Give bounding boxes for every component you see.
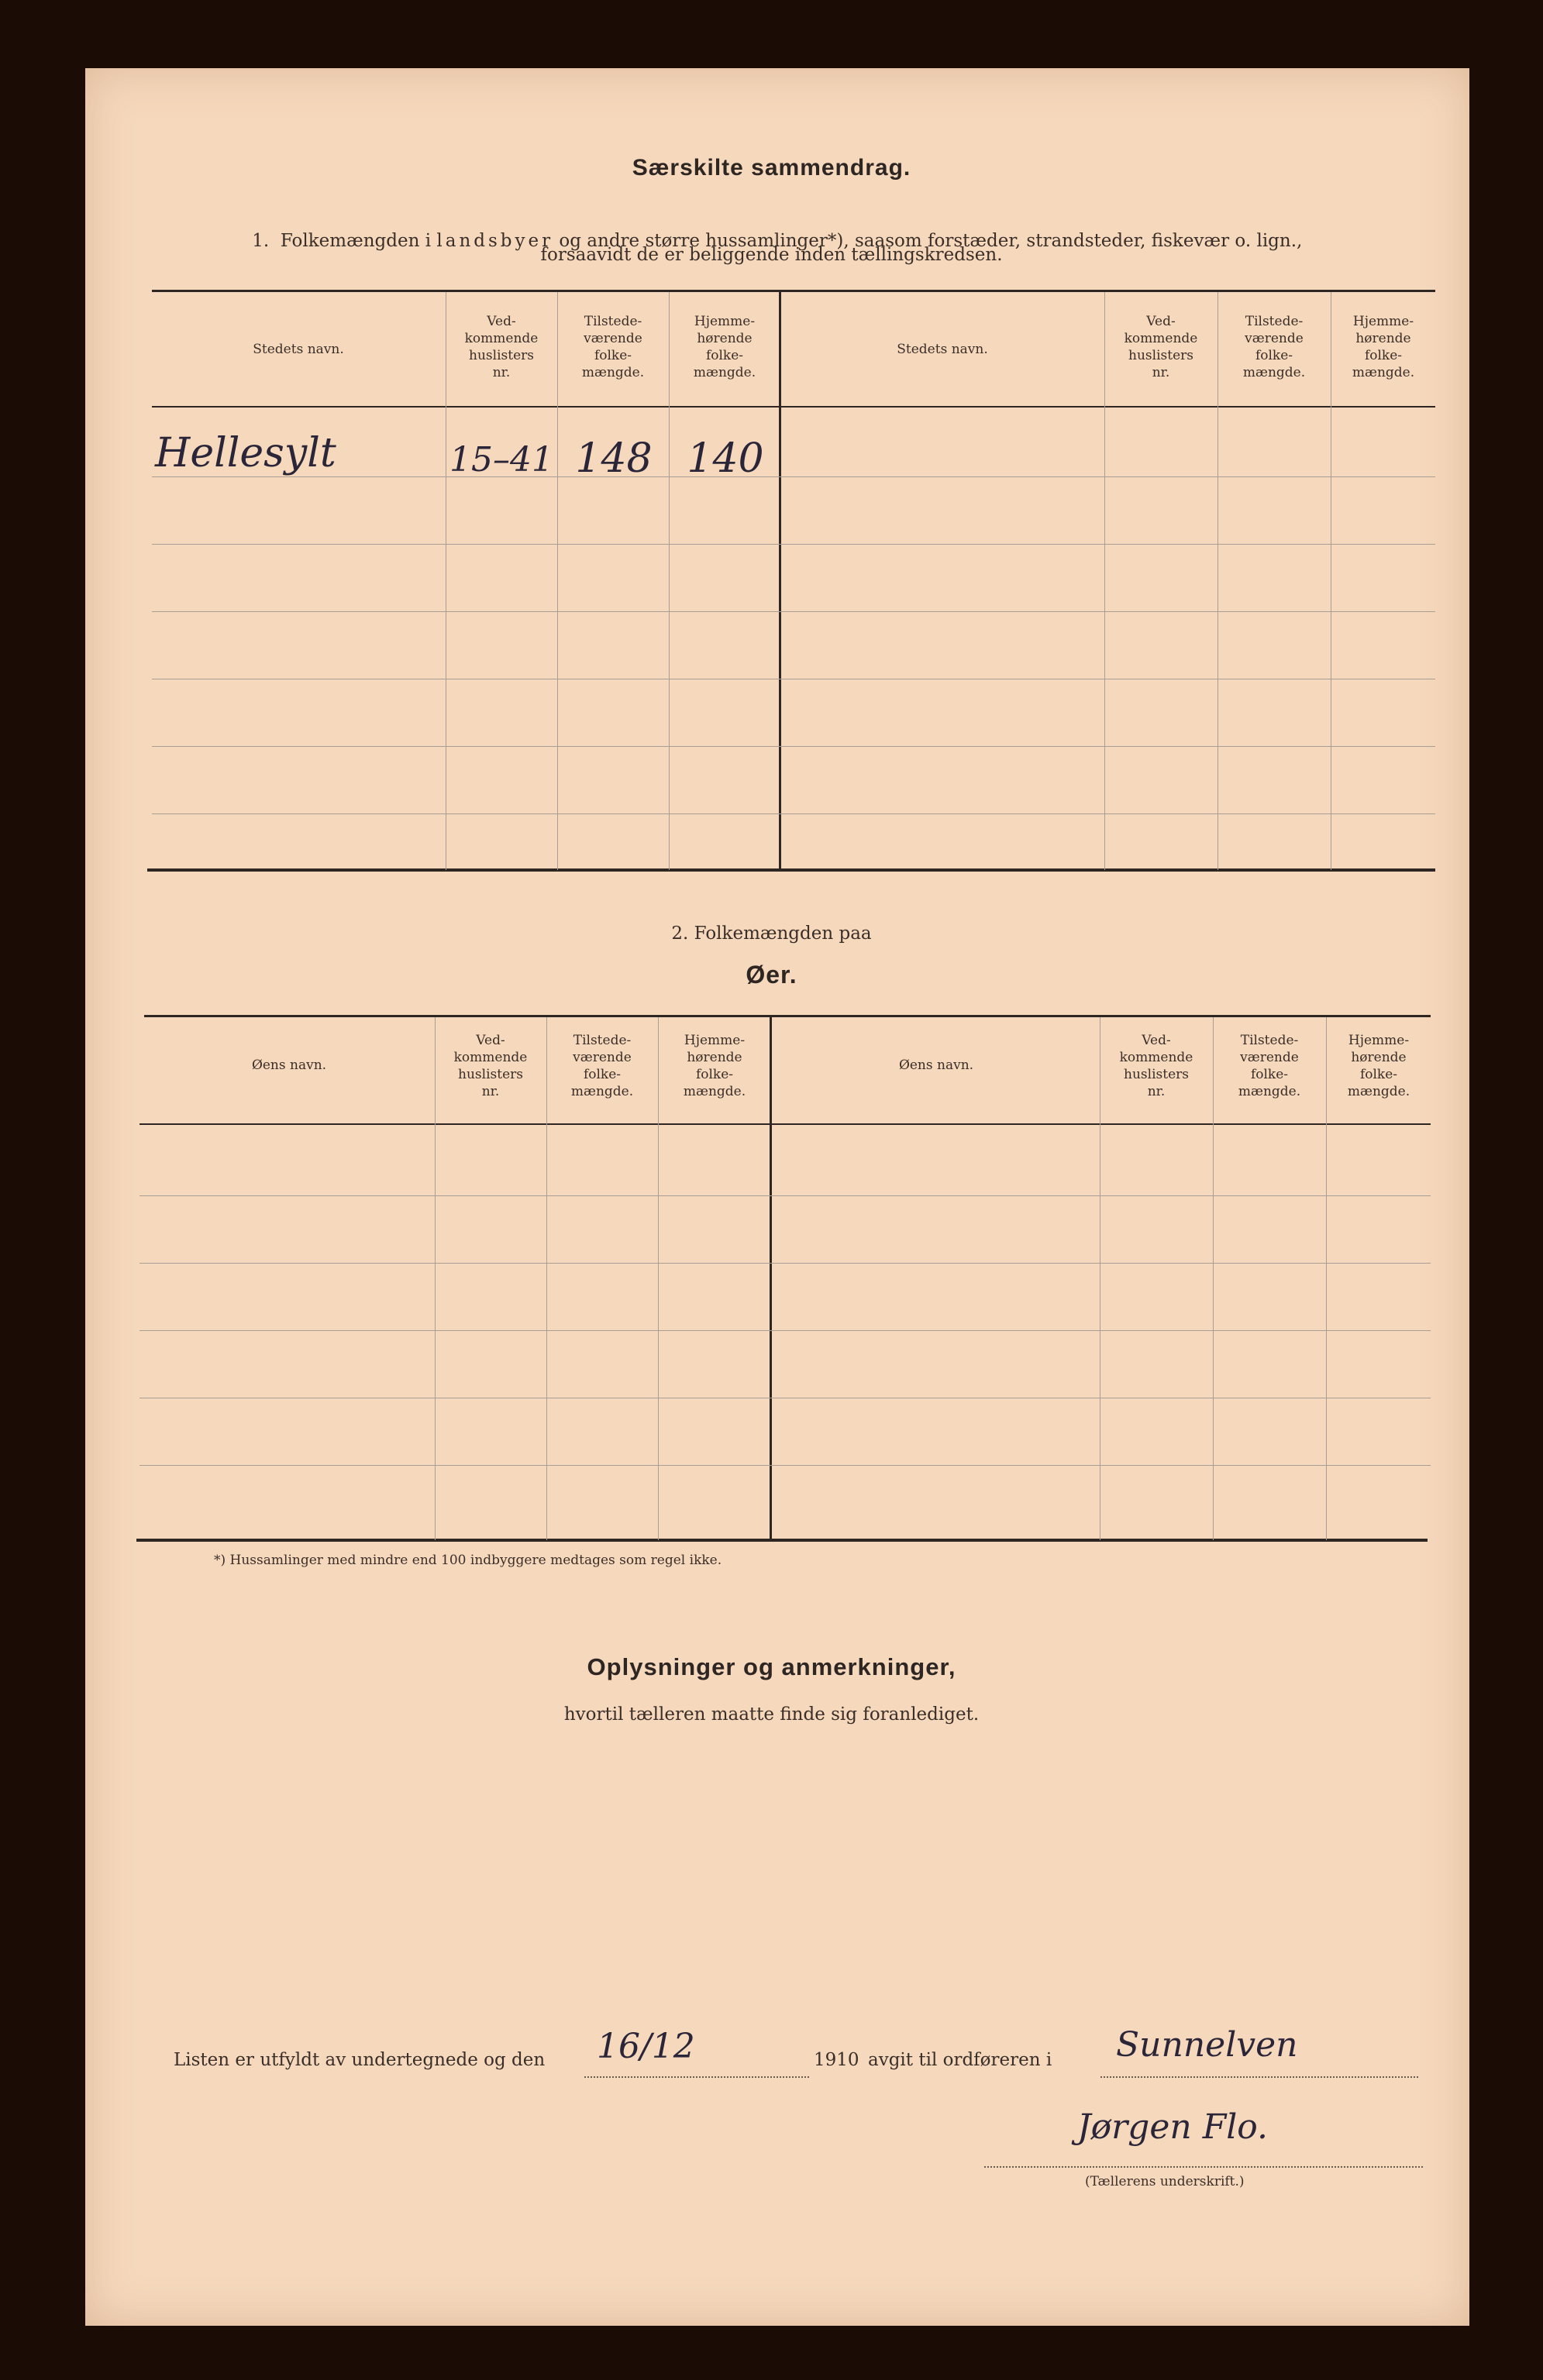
s2-header-oens-navn-right: Øens navn.: [898, 1058, 974, 1073]
signature-text-b: avgit til ordføreren i: [868, 2050, 1052, 2070]
s1-header-stedets-navn-left: Stedets navn.: [253, 342, 344, 357]
section1-intro-line2: forsaavidt de er beliggende inden tællingskredsen.: [540, 245, 1003, 265]
notes-title: Oplysninger og anmerkninger,: [587, 1653, 956, 1680]
s1-header-tilstede-left: Tilstede- værende folke- mængde.: [581, 314, 645, 380]
s2-header-hjemme-right: Hjemme- hørende folke- mængde.: [1347, 1033, 1410, 1099]
s1-header-huslister-right: Ved- kommende huslisters nr.: [1124, 314, 1198, 380]
signature-municipality: Sunnelven: [1116, 2025, 1298, 2065]
section1-title: Særskilte sammendrag.: [632, 155, 911, 181]
s2-header-tilstede-right: Tilstede- værende folke- mængde.: [1238, 1033, 1301, 1099]
row-hjemme: 140: [687, 435, 764, 482]
section2-subtitle: 2. Folkemængden paa: [671, 923, 872, 944]
s2-header-huslister-right: Ved- kommende huslisters nr.: [1119, 1033, 1193, 1099]
row-huslister-nr: 15–41: [449, 440, 553, 480]
s2-header-hjemme-left: Hjemme- hørende folke- mængde.: [683, 1033, 746, 1099]
s2-header-huslister-left: Ved- kommende huslisters nr.: [453, 1033, 528, 1099]
signature-text-a: Listen er utfyldt av undertegnede og den: [174, 2050, 546, 2070]
s1-header-tilstede-right: Tilstede- værende folke- mængde.: [1242, 314, 1306, 380]
notes-subtitle: hvortil tælleren maatte finde sig foranlediget.: [563, 1704, 980, 1725]
signature-date: 16/12: [597, 2027, 695, 2066]
row-place-name: Hellesylt: [155, 430, 336, 476]
s2-header-oens-navn-left: Øens navn.: [251, 1058, 327, 1073]
intro-part-c: og andre større hussamlinger*), saasom forstæder, strandsteder, fiskevær o. lign.,: [553, 231, 1303, 251]
s2-header-tilstede-left: Tilstede- værende folke- mængde.: [570, 1033, 634, 1099]
signature-year: 1910: [814, 2050, 859, 2070]
intro-landsbyer: landsbyer: [436, 231, 554, 251]
footnote: *) Hussamlinger med mindre end 100 indbyggere medtages som regel ikke.: [214, 1553, 722, 1568]
s1-header-stedets-navn-right: Stedets navn.: [897, 342, 988, 357]
s1-header-huslister-left: Ved- kommende huslisters nr.: [464, 314, 539, 380]
s1-header-hjemme-left: Hjemme- hørende folke- mængde.: [693, 314, 756, 380]
intro-part-a: 1. Folkemængden i: [252, 231, 437, 251]
row-tilstede: 148: [575, 435, 653, 482]
signature-caption: (Tællerens underskrift.): [1085, 2174, 1245, 2189]
section2-title: Øer.: [746, 961, 797, 989]
signature-name: Jørgen Flo.: [1077, 2107, 1268, 2147]
s1-header-hjemme-right: Hjemme- hørende folke- mængde.: [1352, 314, 1415, 380]
